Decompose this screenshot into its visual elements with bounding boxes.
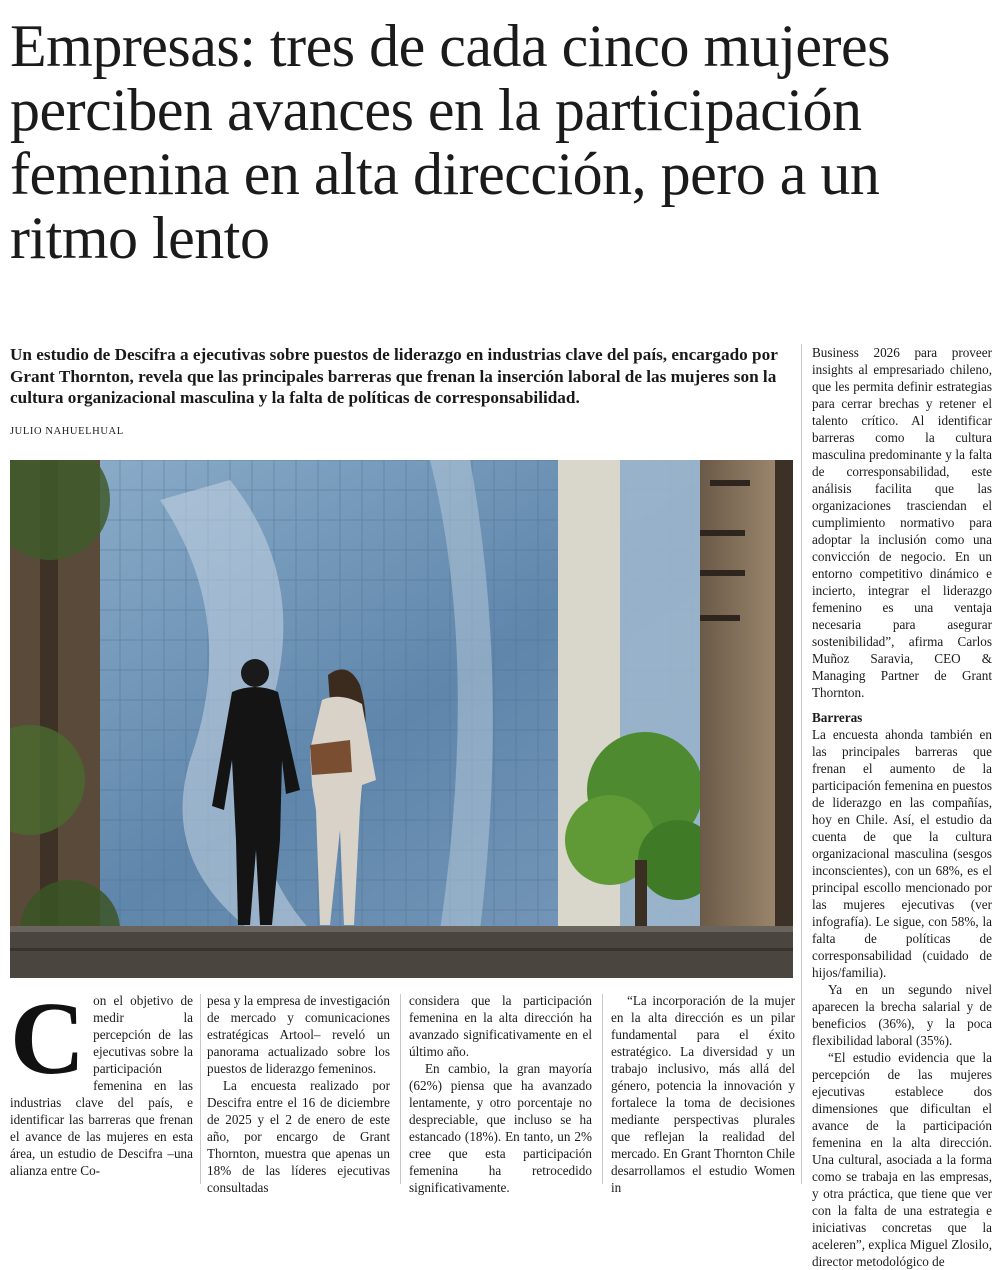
sidebar-paragraph: La encuesta ahonda también en las principales barreras que frenan el aumento de la participación femenina en puestos de liderazgo en las compañías, hoy en Chile. Así, el estudio da cuenta de que la cultura organizacional masculina (sesgos inconscientes), con un 68%, es el principal escollo mencionado por las mujeres ejecutivas (ver infografía). Le sigue, con 58%, la falta de políticas de corresponsabilidad (cuidado de hijos/familia). — [812, 727, 992, 980]
article-photo — [10, 460, 793, 978]
body-column-4 — [611, 992, 795, 1196]
body-paragraph: La encuesta realizado por Descifra entre el 16 de diciembre de 2025 y el 2 de enero de este año, por encargo de Grant Thornton, muestra que apenas un 18% de las líderes ejecutivas consultadas — [207, 1078, 390, 1195]
headline: Empresas: tres de cada cinco mujeres perciben avances en la participación femenina en alta dirección, pero a un ritmo lento — [10, 13, 890, 271]
sidebar-paragraph: Business 2026 para proveer insights al empresariado chileno, que les permita definir estrategias para cerrar brechas y retener el talento crítico. Al identificar barreras como la cultura masculina predominante y la falta de corresponsabilidad, este análisis facilita que las organizaciones trasciendan el cumplimiento normativo para adoptar la inclusión como una convicción de negocio. En un entorno competitivo dinámico e incierto, integrar el liderazgo femenino es una ventaja necesaria para asegurar sostenibilidad”, afirma Carlos Muñoz Saravia, CEO & Managing Partner de Grant Thornton. — [812, 345, 992, 700]
sidebar-paragraph: Ya en un segundo nivel aparecen la brecha salarial y de beneficios (36%), y la poca flexibilidad laboral (35%). — [812, 982, 992, 1048]
body-paragraph: “La incorporación de la mujer en la alta dirección es un pilar fundamental para el éxito estratégico. La diversidad y un trabajo inclusivo, más allá del género, potencia la innovación y fortalece la toma de decisiones mediante perspectivas plurales que reflejan la realidad del mercado. En Grant Thornton Chile desarrollamos el estudio Women in — [611, 993, 795, 1195]
body-column-2 — [207, 992, 390, 1196]
body-paragraph: En cambio, la gran mayoría (62%) piensa que ha avanzado lentamente, y otro porcentaje no despreciable, que incluso se ha estancado (18%). En tanto, un 2% cree que esta participación femenina ha retrocedido significativamente. — [409, 1061, 592, 1195]
column-rule — [400, 994, 401, 1184]
body-column-1 — [10, 981, 193, 1179]
column-rule — [801, 344, 802, 1184]
column-rule — [602, 994, 603, 1184]
body-paragraph: pesa y la empresa de investigación de mercado y comunicaciones estratégicas Artool– reveló un panorama actualizado sobre los puestos de liderazgo femeninos. — [207, 993, 390, 1076]
body-paragraph: considera que la participación femenina en la alta dirección ha avanzado significativamente en el último año. — [409, 993, 592, 1059]
sidebar-column — [812, 344, 992, 1270]
body-paragraph: on el objetivo de medir la percepción de las ejecutivas sobre la participación femenina en las industrias clave del país, e identificar las barreras que frenan el avance de las mujeres en esta área, un estudio de Descifra –una alianza entre Co- — [10, 993, 193, 1178]
column-rule — [200, 994, 201, 1184]
section-subhead: Barreras — [812, 710, 863, 725]
body-column-3 — [409, 992, 592, 1196]
sidebar-paragraph: “El estudio evidencia que la percepción de las mujeres ejecutivas establece dos dimensiones que dificultan el avance de la participación femenina en la alta dirección. Una cultural, asociada a la forma como se trabaja en las empresas, y otra práctica, que tiene que ver con la falta de una estrategia e iniciativas concretas que la aceleren”, explica Miguel Zlosilo, director metodológico de — [812, 1050, 992, 1269]
lead-paragraph: Un estudio de Descifra a ejecutivas sobre puestos de liderazgo en industrias clave del país, encargado por Grant Thornton, revela que las principales barreras que frenan la inserción laboral de las mujeres son la cultura organizacional masculina y la falta de políticas de corresponsabilidad. — [10, 345, 778, 407]
drop-cap: C — [10, 981, 86, 1096]
byline: JULIO NAHUELHUAL — [10, 426, 124, 437]
